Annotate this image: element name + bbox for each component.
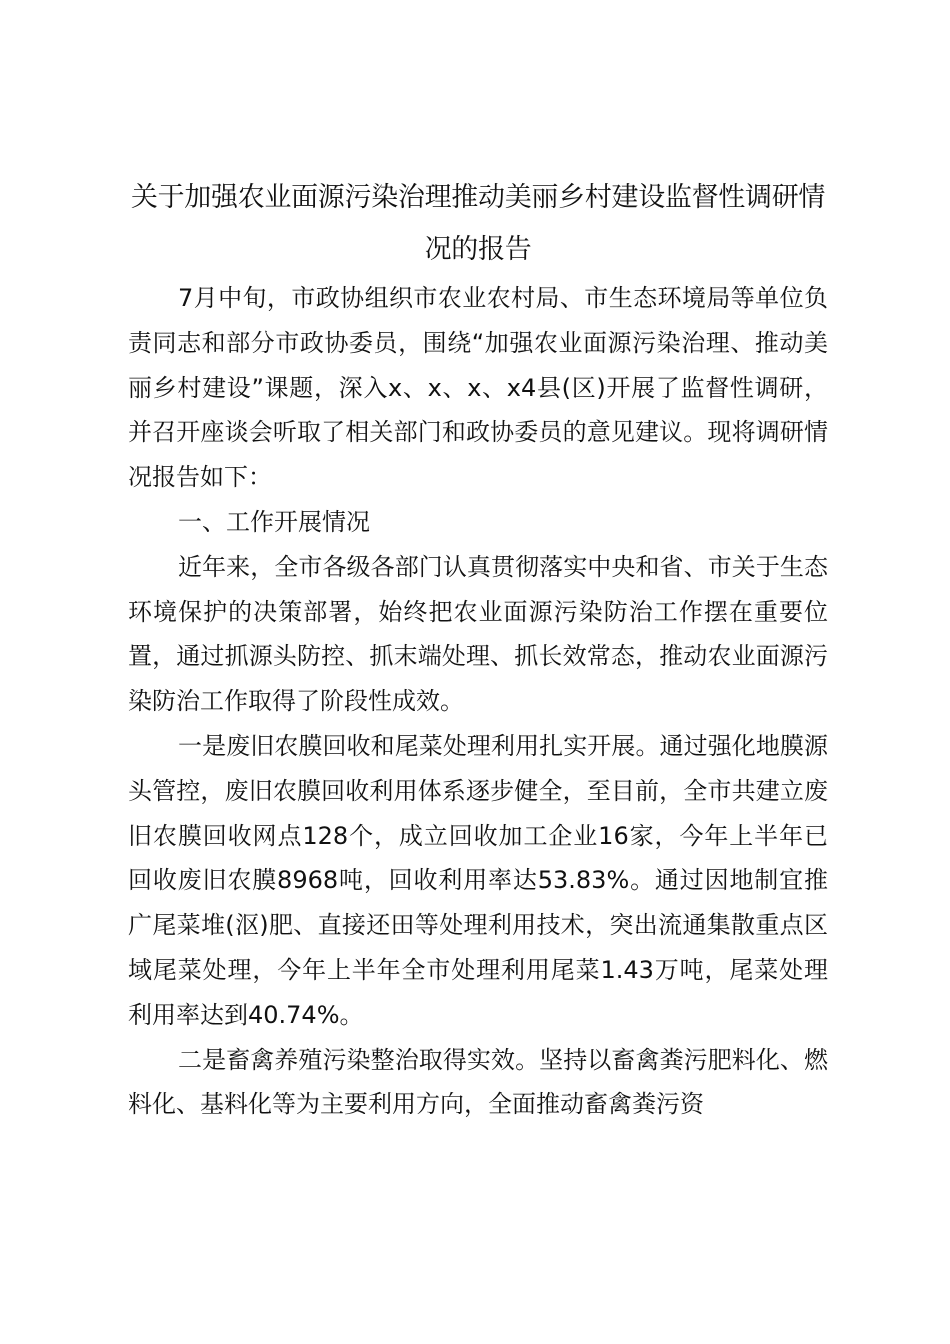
document-page xyxy=(128,172,828,1127)
point-2-paragraph: 二是畜禽养殖污染整治取得实效。坚持以畜禽粪污肥料化、燃料化、基料化等为主要利用方向，全面推动畜禽粪污资 xyxy=(128,1045,828,1119)
intro-paragraph: 7月中旬，市政协组织市农业农村局、市生态环境局等单位负责同志和部分市政协委员，围绕“加强农业面源污染治理、推动美丽乡村建设”课题，深入x、x、x、x4县(区)开展了监督性调研，并召开座谈会听取了相关部门和政协委员的意见建议。现将调研情况报告如下： xyxy=(128,284,828,492)
document-title: 关于加强农业面源污染治理推动美丽乡村建设监督性调研情况的报告 xyxy=(130,182,826,265)
section-heading-1: 一、工作开展情况 xyxy=(178,507,370,536)
point-1-paragraph: 一是废旧农膜回收和尾菜处理利用扎实开展。通过强化地膜源头管控，废旧农膜回收利用体系逐步健全，至目前，全市共建立废旧农膜回收网点128个，成立回收加工企业16家，今年上半年已回收废旧农膜8968吨，回收利用率达53.83%。通过因地制宜推广尾菜堆(沤)肥、直接还田等处理利用技术，突出流通集散重点区域尾菜处理，今年上半年全市处理利用尾菜1.43万吨，尾菜处理利用率达到40.74%。 xyxy=(128,731,828,1029)
section-1-paragraph: 近年来，全市各级各部门认真贯彻落实中央和省、市关于生态环境保护的决策部署，始终把农业面源污染防治工作摆在重要位置，通过抓源头防控、抓末端处理、抓长效常态，推动农业面源污染防治工作取得了阶段性成效。 xyxy=(128,552,828,716)
